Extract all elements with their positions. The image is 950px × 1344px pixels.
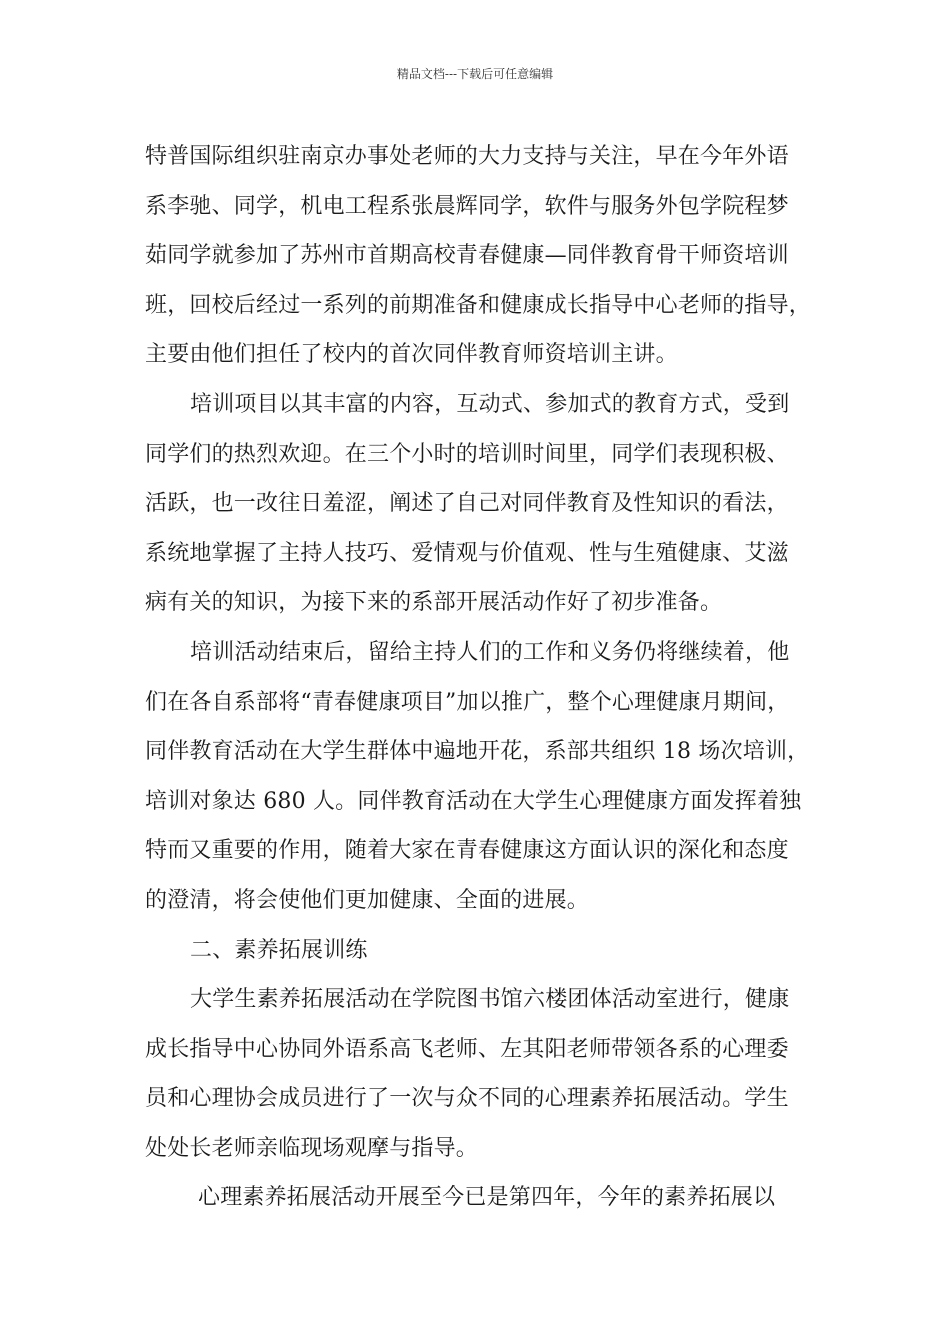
text-line: 班，回校后经过一系列的前期准备和健康成长指导中心老师的指导， [145, 292, 812, 318]
paragraph-start-line: 心理素养拓展活动开展至今已是第四年，今年的素养拓展以 [198, 1185, 776, 1211]
paragraph-start-line: 大学生素养拓展活动在学院图书馆六楼团体活动室进行，健康 [190, 987, 790, 1013]
text-line: 培训对象达 680 人。同伴教育活动在大学生心理健康方面发挥着独 [145, 788, 802, 814]
text-line: 活跃，也一改往日羞涩，阐述了自己对同伴教育及性知识的看法， [145, 491, 789, 517]
text-line: 茹同学就参加了苏州市首期高校青春健康—同伴教育骨干师资培训 [145, 243, 789, 269]
text-line: 系统地掌握了主持人技巧、爱情观与价值观、性与生殖健康、艾滋 [145, 540, 789, 566]
text-line: 系李驰、同学，机电工程系张晨辉同学，软件与服务外包学院程梦 [145, 193, 789, 219]
section-heading: 二、素养拓展训练 [190, 937, 368, 963]
text-line: 同学们的热烈欢迎。在三个小时的培训时间里，同学们表现积极、 [145, 441, 789, 467]
text-line: 成长指导中心协同外语系高飞老师、左其阳老师带领各系的心理委 [145, 1036, 789, 1062]
text-line: 特普国际组织驻南京办事处老师的大力支持与关注，早在今年外语 [145, 144, 789, 169]
page-header: 精品文档---下载后可任意编辑 [396, 67, 554, 81]
text-line: 处处长老师亲临现场观摩与指导。 [145, 1135, 479, 1161]
text-line: 同伴教育活动在大学生群体中遍地开花，系部共组织 18 场次培训， [145, 739, 810, 765]
text-line: 主要由他们担任了校内的首次同伴教育师资培训主讲。 [145, 342, 678, 368]
text-line: 病有关的知识，为接下来的系部开展活动作好了初步准备。 [145, 590, 723, 616]
text-line: 员和心理协会成员进行了一次与众不同的心理素养拓展活动。学生 [145, 1086, 789, 1112]
body-text [145, 132, 810, 1226]
text-line: 们在各自系部将“青春健康项目”加以推广，整个心理健康月期间， [145, 689, 790, 715]
paragraph-start-line: 培训活动结束后，留给主持人们的工作和义务仍将继续着，他 [190, 639, 790, 665]
paragraph-start-line: 培训项目以其丰富的内容，互动式、参加式的教育方式，受到 [190, 391, 790, 417]
text-line: 特而又重要的作用，随着大家在青春健康这方面认识的深化和态度 [145, 838, 789, 864]
text-line: 的澄清，将会使他们更加健康、全面的进展。 [145, 887, 590, 913]
